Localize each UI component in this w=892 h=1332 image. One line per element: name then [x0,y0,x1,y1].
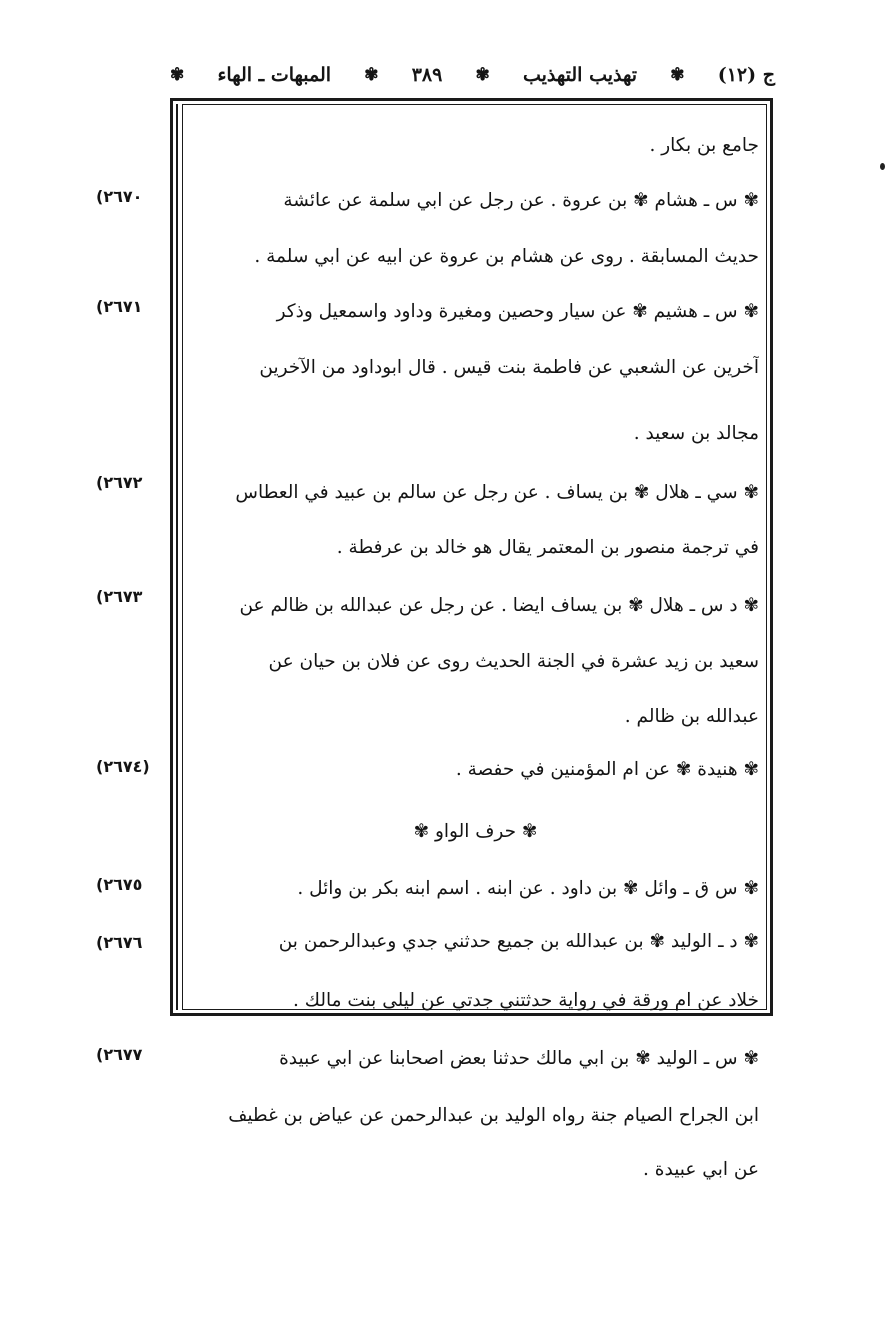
margin-rule [176,104,178,1010]
text-line: عبدالله بن ظالم . [624,706,759,727]
entry-number: (٢٦٧٣ [96,587,143,606]
text-line: خلاد عن ام ورقة في رواية حدثتني جدتي عن ليلى بنت مالك . [293,990,759,1011]
text-line: ✾ س ـ الوليد ✾ بن ابي مالك حدثنا بعض اصحابنا عن ابي عبيدة [279,1048,759,1069]
text-line: عن ابي عبيدة . [643,1159,759,1180]
text-line: ✾ هنيدة ✾ عن ام المؤمنين في حفصة . [455,759,759,780]
text-line: ابن الجراح الصيام جنة رواه الوليد بن عبدالرحمن عن عياض بن غطيف [228,1105,759,1126]
ink-speck [880,163,885,170]
flower-ornament-icon: ✾ [170,65,185,85]
page-number: ٣٨٩ [411,64,443,86]
entry-number: (٢٦٧٦ [96,933,143,952]
text-line: ✾ سي ـ هلال ✾ بن يساف . عن رجل عن سالم بن عبيد في العطاس [235,482,759,503]
text-line: مجالد بن سعيد . [633,423,759,444]
volume-label: ج (١٢) [717,64,775,86]
text-line: ✾ د س ـ هلال ✾ بن يساف ايضا . عن رجل عن عبدالله بن ظالم عن [239,595,759,616]
section-title: المبهات ـ الهاء [217,64,332,86]
flower-ornament-icon: ✾ [364,65,379,85]
text-line: ✾ د ـ الوليد ✾ بن عبدالله بن جميع حدثني جدي وعبدالرحمن بن [278,931,759,952]
entry-number: (٢٦٧٧ [96,1045,143,1064]
text-line: حديث المسابقة . روى عن هشام بن عروة عن ابيه عن ابي سلمة . [254,246,759,267]
page-header [170,58,775,92]
text-line: آخرين عن الشعبي عن فاطمة بنت قيس . قال ابوداود من الآخرين [259,357,759,378]
entry-number: (٢٦٧٤) [96,757,150,776]
entry-number: (٢٦٧٢ [96,473,143,492]
text-line: ✾ س ـ هشام ✾ بن عروة . عن رجل عن ابي سلمة عن عائشة [283,190,759,211]
text-line: جامع بن بكار . [649,135,759,156]
text-line: في ترجمة منصور بن المعتمر يقال هو خالد بن عرفطة . [336,537,759,558]
entry-number: (٢٦٧٠ [96,187,143,206]
flower-ornament-icon: ✾ [475,65,490,85]
text-line: ✾ س ـ هشيم ✾ عن سيار وحصين ومغيرة وداود واسمعيل وذكر [276,301,759,322]
entry-number: (٢٦٧٥ [96,875,143,894]
entry-number: (٢٦٧١ [96,297,143,316]
flower-ornament-icon: ✾ [670,65,685,85]
text-line: سعيد بن زيد عشرة في الجنة الحديث روى عن فلان بن حيان عن [268,651,759,672]
section-heading: ✾ حرف الواو ✾ [413,821,538,842]
book-title: تهذيب التهذيب [522,64,638,86]
text-line: ✾ س ق ـ وائل ✾ بن داود . عن ابنه . اسم ابنه بكر بن وائل . [297,878,759,899]
